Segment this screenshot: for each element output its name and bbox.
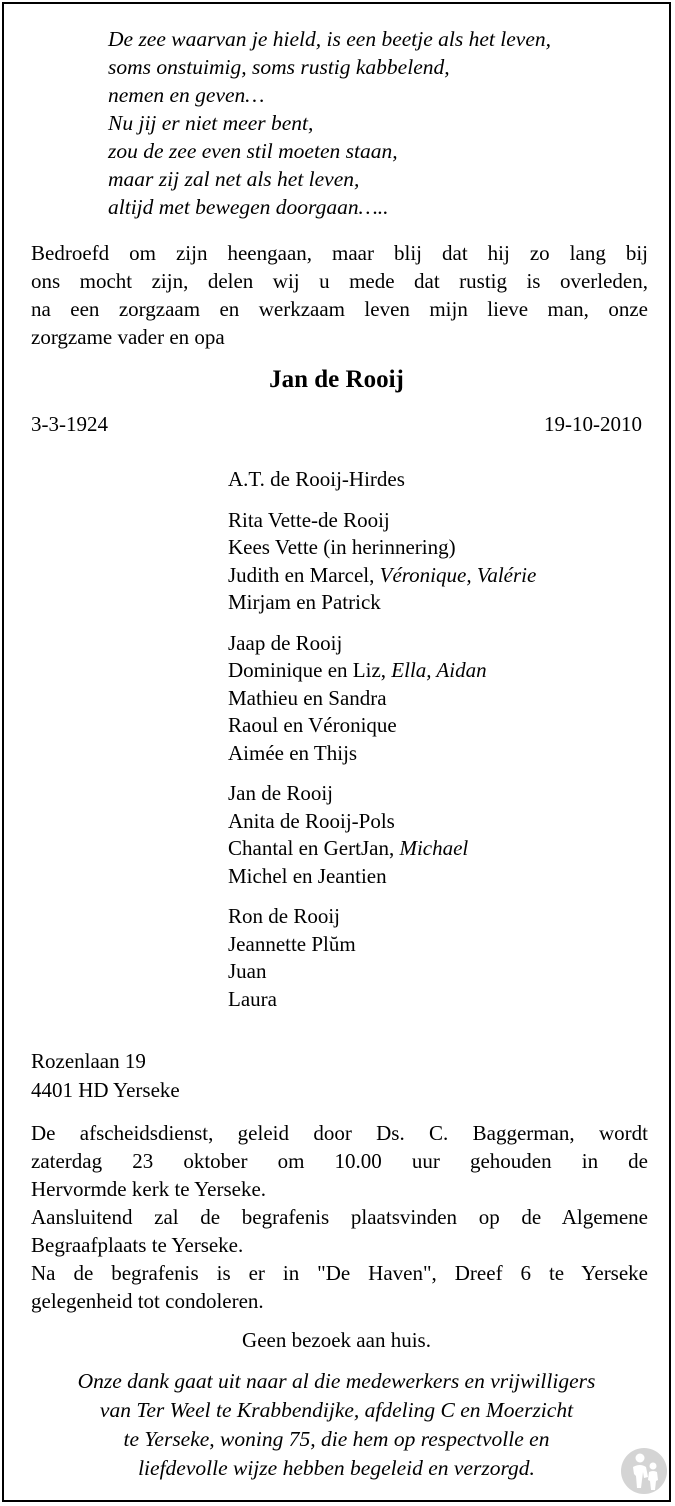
poem-line: maar zij zal net als het leven, (108, 167, 360, 191)
family-member-name: Michel en Jeantien (228, 863, 387, 888)
grandchildren-names: Véronique, Valérie (379, 562, 537, 587)
family-member-line (228, 711, 536, 739)
obituary-card (2, 2, 671, 1502)
thanks-line: liefdevolle wijze hebben begeleid en verzorgd. (138, 1456, 535, 1480)
family-member-line (228, 656, 536, 684)
family-member-line (228, 807, 536, 835)
family-member-line (228, 506, 536, 534)
service-line: Hervormde kerk te Yerseke. (31, 1177, 267, 1201)
family-member-name: Chantal en GertJan, (228, 836, 400, 860)
grandchildren-names: Michael (399, 836, 469, 860)
family-group (228, 506, 536, 616)
family-group (228, 779, 536, 889)
service-line: De afscheidsdienst, geleid door Ds. C. Baggerman, wordt (31, 1121, 648, 1145)
family-member-name: Mathieu en Sandra (228, 685, 387, 710)
family-member-line (228, 533, 536, 561)
family-member-name: Jaap de Rooij (228, 630, 343, 655)
announcement-text (31, 239, 648, 351)
family-member-name: Aimée en Thijs (228, 740, 358, 765)
family-member-line (228, 684, 536, 712)
family-member-name: Juan (228, 959, 267, 983)
family-member-name: Laura (228, 986, 277, 1011)
family-list (228, 465, 536, 1025)
family-member-name: A.T. de Rooij-Hirdes (228, 467, 405, 491)
poem (108, 25, 551, 221)
family-group (228, 465, 536, 493)
grandchildren-names: Ella, Aidan (391, 658, 487, 682)
service-line: Na de begrafenis is er in "De Haven", Dreef 6 te Yerseke (31, 1261, 648, 1285)
family-member-name: Mirjam en Patrick (228, 590, 381, 614)
poem-line: altijd met bewegen doorgaan….. (108, 195, 389, 219)
poem-line: zou de zee even stil moeten staan, (108, 139, 398, 163)
family-member-line (228, 739, 536, 767)
family-member-name: Jan de Rooij (228, 781, 333, 805)
family-member-line (228, 779, 536, 807)
poem-line: Nu jij er niet meer bent, (108, 111, 314, 135)
family-member-line (228, 588, 536, 616)
family-member-line (228, 957, 536, 985)
death-date: 19-10-2010 (544, 412, 642, 436)
address-city: 4401 HD Yerseke (31, 1078, 180, 1102)
service-line: zaterdag 23 oktober om 10.00 uur gehouden in de (31, 1149, 648, 1173)
family-member-name: Anita de Rooij-Pols (228, 808, 395, 833)
address (31, 1047, 180, 1105)
birth-date: 3-3-1924 (31, 412, 108, 436)
family-member-line (228, 629, 536, 657)
deceased-name: Jan de Rooij (269, 366, 404, 393)
service-line: Aansluitend zal de begrafenis plaatsvinden op de Algemene (31, 1205, 648, 1229)
poem-line: De zee waarvan je hield, is een beetje als het leven, (108, 27, 551, 51)
service-text (31, 1119, 648, 1315)
thanks-line: van Ter Weel te Krabbendijke, afdeling C en Moerzicht (99, 1398, 574, 1422)
family-member-line (228, 902, 536, 930)
family-member-line (228, 985, 536, 1013)
announcement-line: ons mocht zijn, delen wij u mede dat rustig is overleden, (31, 269, 648, 293)
family-member-name: Raoul en Véronique (228, 713, 397, 737)
family-member-name: Kees Vette (in herinnering) (228, 535, 456, 559)
thanks-text (4, 1367, 669, 1483)
announcement-line: na een zorgzaam en werkzaam leven mijn lieve man, onze (31, 297, 648, 321)
family-member-line (228, 930, 536, 958)
family-member-name: Judith en Marcel, (228, 562, 380, 587)
memorial-figure-icon (620, 1447, 668, 1495)
family-group (228, 902, 536, 1012)
family-member-line (228, 561, 536, 589)
family-member-line (228, 465, 536, 493)
address-street: Rozenlaan 19 (31, 1049, 146, 1073)
announcement-line: zorgzame vader en opa (31, 325, 225, 349)
family-member-line (228, 834, 536, 862)
family-member-name: Jeannette Plŭm (228, 931, 356, 956)
poem-line: nemen en geven… (108, 83, 265, 107)
service-line: gelegenheid tot condoleren. (31, 1289, 264, 1313)
family-member-name: Ron de Rooij (228, 904, 341, 928)
no-visit-note: Geen bezoek aan huis. (242, 1328, 431, 1352)
service-line: Begraafplaats te Yerseke. (31, 1233, 244, 1257)
announcement-line: Bedroefd om zijn heengaan, maar blij dat hij zo lang bij (31, 241, 648, 265)
poem-line: soms onstuimig, soms rustig kabbelend, (108, 55, 450, 79)
family-group (228, 629, 536, 767)
thanks-line: te Yerseke, woning 75, die hem op respectvolle en (123, 1427, 550, 1451)
family-member-name: Dominique en Liz, (228, 658, 392, 682)
family-member-name: Rita Vette-de Rooij (228, 507, 390, 532)
thanks-line: Onze dank gaat uit naar al die medewerkers en vrijwilligers (77, 1369, 596, 1393)
family-member-line (228, 862, 536, 890)
